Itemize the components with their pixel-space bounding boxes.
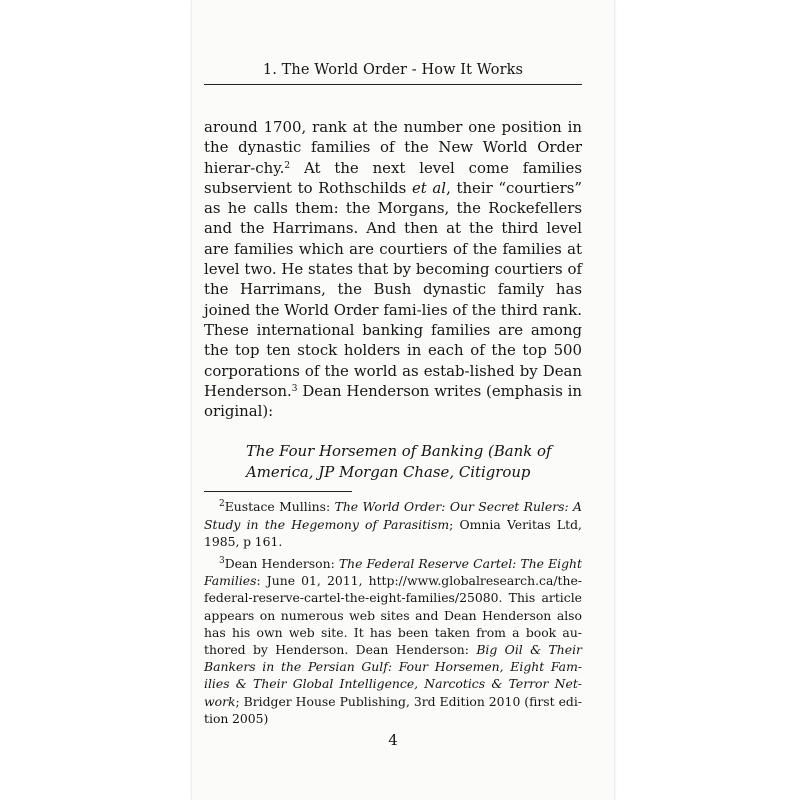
footnote-author: Dean Henderson: bbox=[224, 556, 339, 572]
footnote-title: The Federal Reserve Cartel: The Eight Families bbox=[204, 556, 582, 589]
footnote-author: Eustace Mullins: bbox=[224, 499, 335, 515]
block-quote: The Four Horsemen of Banking (Bank of America, JP Morgan Chase, Citigroup bbox=[246, 442, 552, 482]
footnote-rest: ; Omnia Veritas Ltd, 1985, p 161. bbox=[204, 516, 582, 549]
footnote-rest-b: ; Bridger House Publishing, 3rd Edition 2010 (first edi-tion 2005) bbox=[204, 693, 582, 726]
footnote-title: The World Order: Our Secret Rulers: A Study in the Hegemony of Parasitism bbox=[204, 499, 583, 532]
body-text-b: At the next level come families subservient to Rothschilds bbox=[204, 158, 582, 197]
page-content bbox=[204, 60, 582, 727]
body-text-a: around 1700, rank at the number one position in the dynastic families of the New World Order hierar-chy. bbox=[204, 118, 582, 177]
body-paragraph bbox=[204, 117, 582, 421]
page-number: 4 bbox=[388, 731, 398, 749]
footnote-ref-2: 2 bbox=[284, 160, 291, 171]
footnote-ref-3: 3 bbox=[291, 383, 298, 394]
footnote-book-title: Big Oil & Their Bankers in the Persian Gulf: Four Horsemen, Eight Fam-ilies & Their Global Intelligence, Narcotics & Terror Net-work bbox=[204, 642, 582, 709]
body-text-c: , their “courtiers” as he calls them: the Morgans, the Rockefellers and the Harrimans. And then at the third level are families which are courtiers of the families at level two. He states that by becoming courtiers of the Harrimans, the Bush dynastic family has joined the World Order fami-lies of the third rank. These international banking families are among the top ten stock holders in each of the top 500 corporations of the world as estab-lished by Dean Henderson. bbox=[204, 178, 582, 400]
footnote-rest-a: : June 01, 2011, http://www.globalresearch.ca/the-federal-reserve-cartel-the-eight-families/25080. This article appears on numerous web sites and Dean Henderson also has his own web site. It has been taken from a book au-thored by Henderson. Dean Henderson: bbox=[204, 573, 582, 658]
footnote-3 bbox=[204, 555, 582, 727]
footnote-2 bbox=[204, 498, 582, 550]
footnote-mark: 3 bbox=[219, 556, 225, 567]
body-italic-et-al: et al bbox=[411, 178, 447, 197]
body-text-d: Dean Henderson writes (emphasis in original): bbox=[204, 381, 582, 421]
footnote-rule bbox=[204, 491, 352, 492]
footnote-mark: 2 bbox=[219, 499, 225, 510]
running-header: 1. The World Order - How It Works bbox=[204, 60, 582, 85]
